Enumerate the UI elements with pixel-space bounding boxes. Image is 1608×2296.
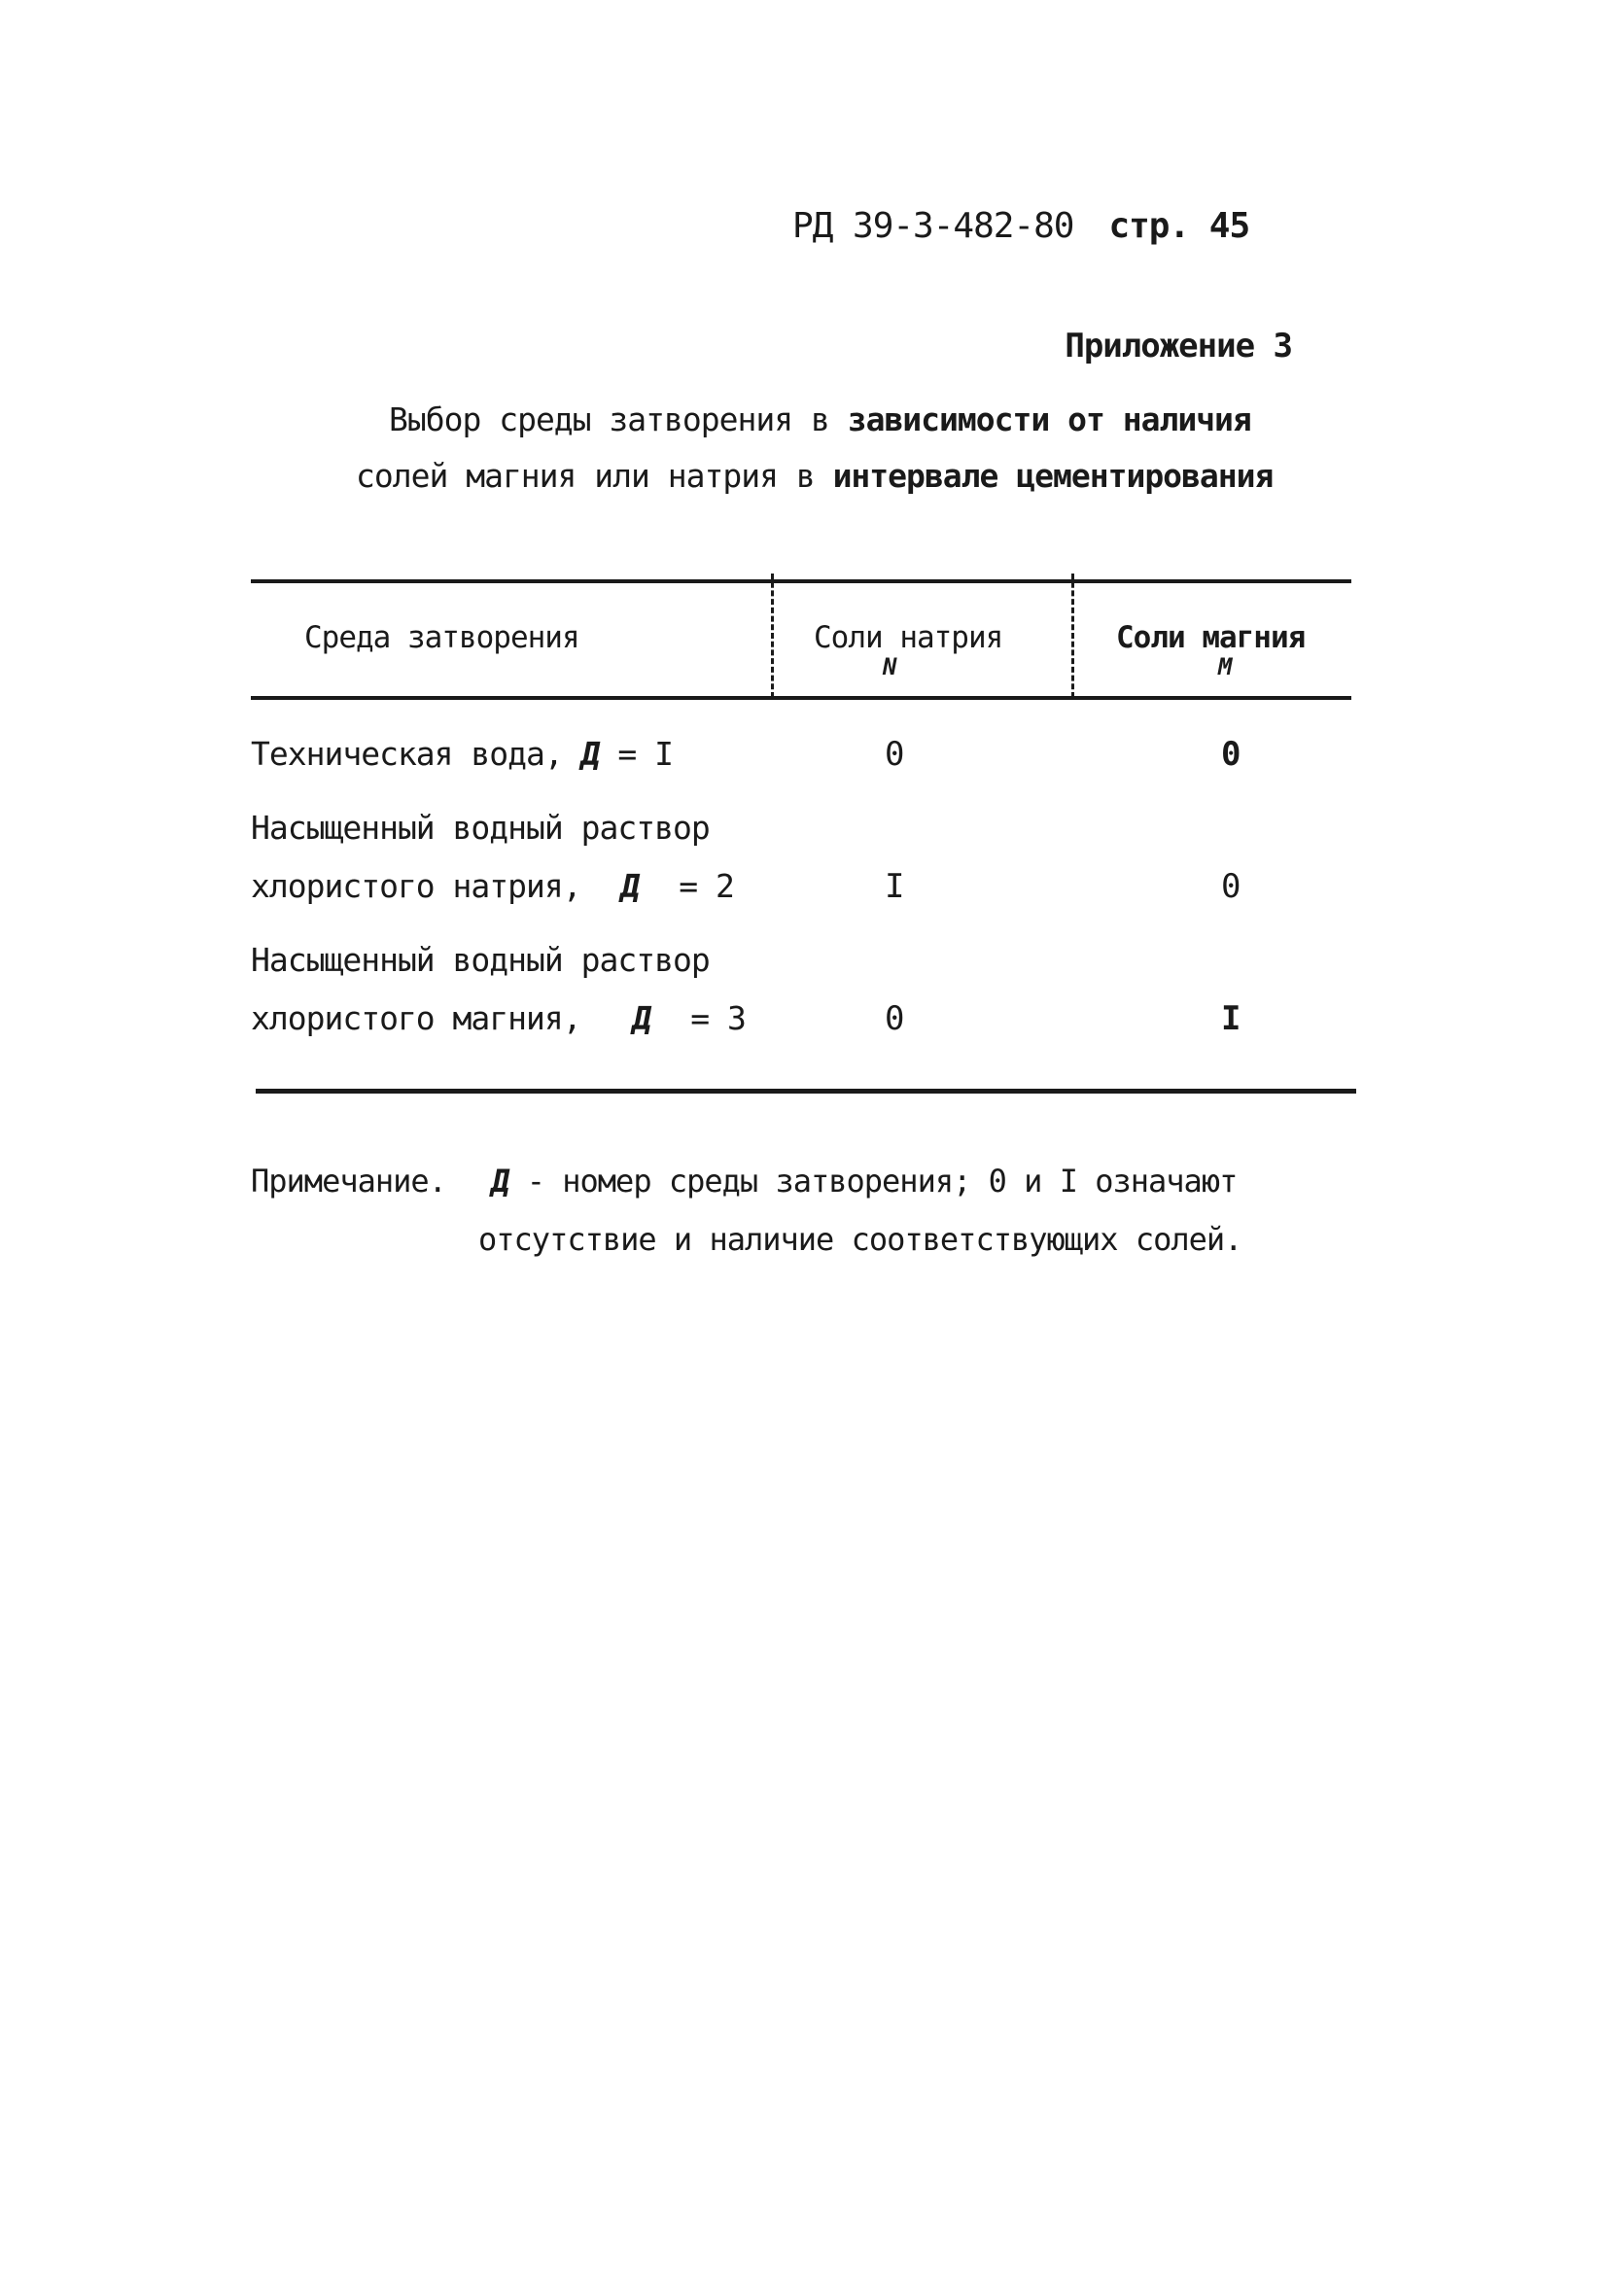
magnesium-value: 0 [1221,867,1241,906]
document-code: РД 39-3-482-80 [792,206,1074,246]
column-header-sodium-symbol: N [883,653,897,680]
table-title-line-2: солей магния или натрия в интервале цементирования [356,457,1274,495]
table-title-line-1: Выбор среды затворения в зависимости от наличия [389,400,1251,438]
table-row: Насыщенный водный раствор [251,941,710,979]
appendix-label: Приложение 3 [1065,327,1292,365]
table-row-continuation: хлористого натрия, Д = 2 [251,867,734,905]
note-symbol: Д [491,1163,509,1200]
magnesium-value: 0 [1221,735,1241,774]
table-row: Насыщенный водный раствор [251,809,710,847]
page-number: стр. 45 [1108,206,1250,246]
sodium-value: 0 [885,999,905,1038]
table-bottom-rule [256,1089,1356,1094]
medium-symbol: Д [580,735,600,773]
magnesium-value: I [1221,999,1241,1038]
sodium-value: 0 [885,735,905,774]
column-divider-1 [771,574,774,698]
table-top-rule [251,579,1351,583]
table-row: Техническая вода, Д = I [251,735,673,773]
sodium-value: I [885,867,905,906]
column-divider-2 [1071,574,1074,698]
note-line-1: Примечание. Д - номер среды затворения; 0 и I означают [251,1163,1238,1200]
table-row-continuation: хлористого магния, Д = 3 [251,999,746,1037]
medium-symbol: Д [620,867,640,905]
note-line-2: отсутствие и наличие соответствующих солей. [478,1221,1242,1258]
column-header-medium: Среда затворения [304,620,579,655]
table-header-rule [251,696,1351,700]
note-label: Примечание. [251,1163,446,1200]
document-header [792,206,1249,246]
medium-symbol: Д [632,999,651,1037]
column-header-magnesium: Соли магния [1116,620,1306,655]
column-header-sodium: Соли натрия [814,620,1003,655]
column-header-magnesium-symbol: M [1218,653,1233,680]
